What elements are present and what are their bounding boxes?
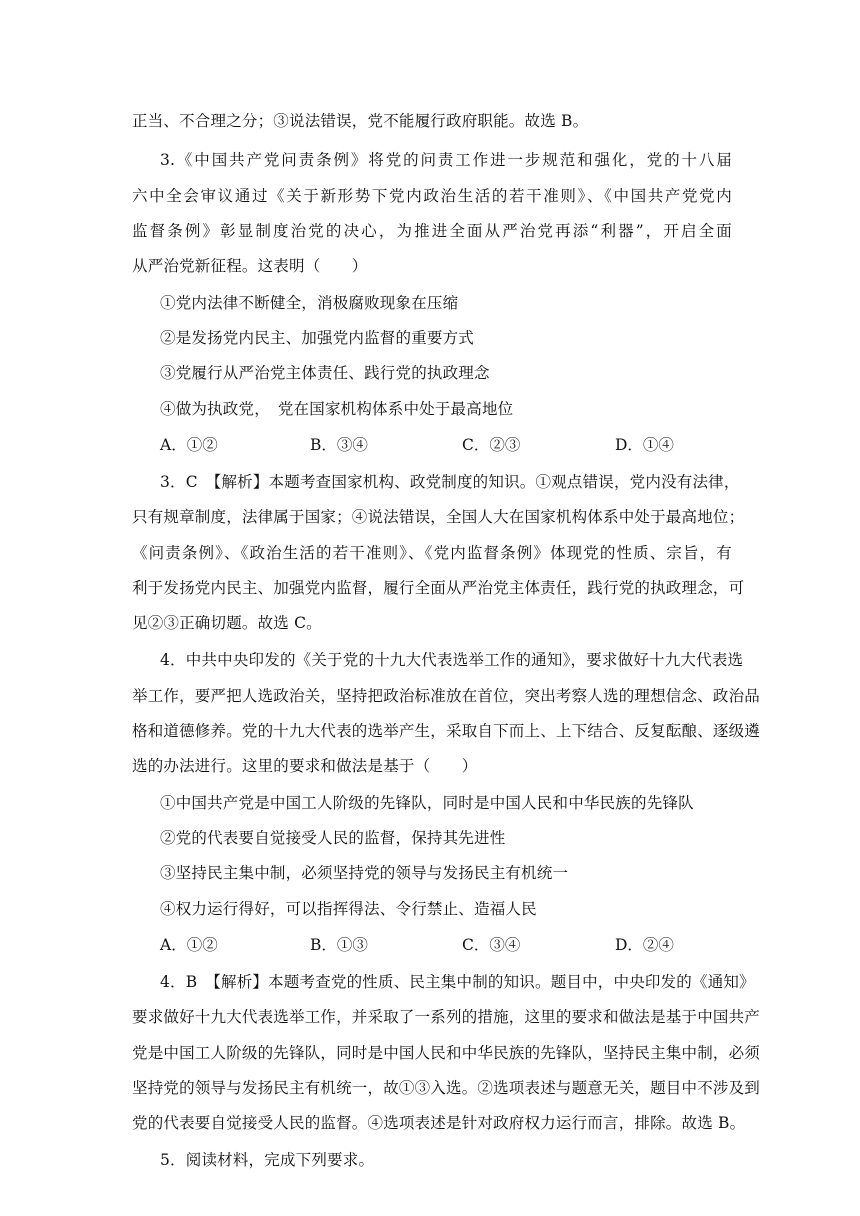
answer-3-analysis: 见②③正确切题。故选 C。	[132, 614, 322, 632]
answer-4-analysis: 坚持党的领导与发扬民主有机统一，故①③入选。②选项表述与题意无关，题目中不涉及到	[132, 1079, 761, 1097]
question-3-stem: 从严治党新征程。这表明（ ）	[132, 257, 368, 275]
question-5-stem: 5．阅读材料，完成下列要求。	[160, 1151, 375, 1169]
question-4-statement: ②党的代表要自觉接受人民的监督，保持其先进性	[160, 829, 506, 847]
question-4-stem: 举工作，要严把人选政治关，坚持把政治标准放在首位，突出考察人选的理想信念、政治品	[132, 687, 761, 705]
answer-3-analysis: 利于发扬党内民主、加强党内监督，履行全面从严治党主体责任，践行党的执政理念，可	[132, 579, 745, 597]
answer-4-analysis: 党的代表要自觉接受人民的监督。④选项表述是针对政府权力运行而言，排除。故选 B。	[132, 1114, 746, 1132]
answer-3-analysis: 只有规章制度，法律属于国家；④说法错误，全国人大在国家机构体系中处于最高地位；	[132, 508, 745, 526]
answer-4-analysis: 要求做好十九大代表选举工作，并采取了一系列的措施，这里的要求和做法是基于中国共产	[132, 1008, 761, 1026]
option-a: A．①②	[160, 936, 218, 954]
question-4-stem: 4．中共中央印发的《关于党的十九大代表选举工作的通知》，要求做好十九大代表选	[160, 651, 744, 669]
option-d: D．①④	[615, 436, 674, 454]
question-3-stem: 监督条例》彰显制度治党的决心，为推进全面从严治党再添“利器”，开启全面	[132, 222, 732, 240]
answer-4-analysis: 党是中国工人阶级的先锋队，同时是中国人民和中华民族的先锋队，坚持民主集中制，必须	[132, 1044, 761, 1062]
question-3-stem: 六中全会审议通过《关于新形势下党内政治生活的若干准则》、《中国共产党党内	[132, 187, 732, 205]
question-3-stem: 3.《中国共产党问责条例》将党的问责工作进一步规范和强化，党的十八届	[160, 151, 732, 169]
text-line: 正当、不合理之分；③说法错误，党不能履行政府职能。故选 B。	[132, 112, 589, 130]
option-b: B．③④	[310, 436, 368, 454]
question-3-statement: ②是发扬党内民主、加强党内监督的重要方式	[160, 329, 475, 347]
question-4-stem: 格和道德修养。党的十九大代表的选举产生，采取自下而上、上下结合、反复酝酿、逐级遴	[132, 722, 761, 740]
option-c: C．③④	[462, 936, 521, 954]
question-3-statement: ④做为执政党， 党在国家机构体系中处于最高地位	[160, 400, 514, 418]
option-a: A．①②	[160, 436, 218, 454]
question-3-statement: ①党内法律不断健全，消极腐败现象在压缩	[160, 294, 459, 312]
answer-4-analysis: 4．B 【解析】本题考查党的性质、民主集中制的知识。题目中，中央印发的《通知》	[160, 973, 755, 991]
question-4-stem: 选的办法进行。这里的要求和做法是基于（ ）	[132, 757, 478, 775]
question-4-statement: ④权力运行得好，可以指挥得法、令行禁止、造福人民	[160, 900, 537, 918]
answer-3-analysis: 《问责条例》、《政治生活的若干准则》、《党内监督条例》体现党的性质、宗旨，有	[132, 544, 732, 562]
answer-3-analysis: 3．C 【解析】本题考查国家机构、政党制度的知识。①观点错误，党内没有法律，	[160, 473, 740, 491]
option-d: D．②④	[615, 936, 674, 954]
option-c: C．②③	[462, 436, 521, 454]
option-b: B．①③	[310, 936, 368, 954]
question-4-statement: ①中国共产党是中国工人阶级的先锋队，同时是中国人民和中华民族的先锋队	[160, 794, 694, 812]
question-3-statement: ③党履行从严治党主体责任、践行党的执政理念	[160, 364, 490, 382]
question-4-statement: ③坚持民主集中制，必须坚持党的领导与发扬民主有机统一	[160, 864, 569, 882]
